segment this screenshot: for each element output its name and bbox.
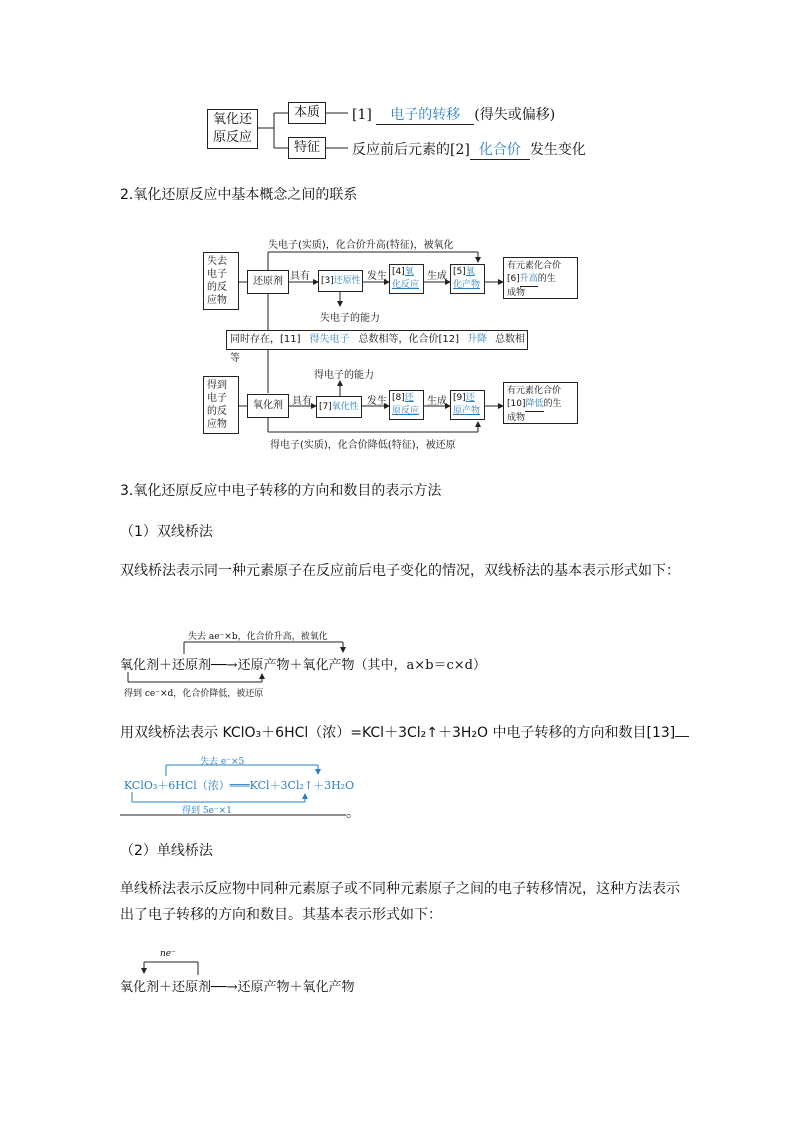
ability-label-2: 得电子的能力 bbox=[314, 370, 374, 381]
generate-label-2: 生成 bbox=[427, 396, 447, 407]
answer-10: 降低 bbox=[525, 398, 543, 412]
occur-label-1: 发生 bbox=[367, 271, 387, 282]
kclo3-end-mark: 。 bbox=[346, 805, 360, 821]
essence-label: 本质 bbox=[293, 105, 320, 120]
answer-12: 升降 bbox=[459, 331, 495, 350]
answer-9: 还原产物 bbox=[453, 393, 481, 416]
gain-electron-label: 得到电子的反应物 bbox=[207, 380, 227, 430]
blank-number-5: [5] bbox=[453, 267, 466, 277]
blank-number-3: [3] bbox=[321, 276, 334, 286]
kclo3-bottom-label: 得到 5e⁻×1 bbox=[182, 806, 232, 816]
top-arrow-label: 失电子(实质)，化合价升高(特征)，被氧化 bbox=[268, 240, 454, 251]
answer-6: 升高 bbox=[520, 273, 538, 287]
kclo3-top-label: 失去 e⁻×5 bbox=[200, 757, 245, 767]
right-bottom-text-3: 成物 bbox=[507, 413, 526, 423]
subheading-double-bridge: （1）双线桥法 bbox=[120, 524, 213, 540]
reductant-label: 还原剂 bbox=[253, 276, 283, 287]
occur-label-2: 发生 bbox=[367, 396, 387, 407]
single-bridge-top-label: ne⁻ bbox=[160, 949, 176, 959]
generate-label-1: 生成 bbox=[427, 271, 447, 282]
section-heading-2: 2.氧化还原反应中基本概念之间的联系 bbox=[120, 187, 358, 203]
double-bridge-bottom-label: 得到 ce⁻×d，化合价降低，被还原 bbox=[124, 689, 264, 699]
middle-suffix: 总数相等 bbox=[230, 334, 526, 364]
answer-3: 还原性 bbox=[334, 271, 361, 292]
essence-note: (得失或偏移) bbox=[474, 107, 556, 123]
have-label-1: 具有 bbox=[290, 271, 310, 282]
right-top-text-3: 成物 bbox=[507, 288, 526, 298]
blank-number-8: [8] bbox=[392, 393, 405, 403]
single-bridge-equation: 氧化剂＋还原剂──→还原产物＋氧化产物 bbox=[120, 980, 355, 995]
root-label: 氧化还原反应 bbox=[212, 112, 252, 145]
blank-number-7: [7] bbox=[319, 402, 332, 412]
blank-number-6: [6] bbox=[507, 274, 520, 284]
middle-mid: 总数相等，化合价[12] bbox=[358, 334, 460, 345]
right-bottom-text-2: 的生 bbox=[543, 399, 562, 409]
right-top-text-2: 的生 bbox=[537, 274, 556, 284]
double-bridge-equation: 氧化剂＋还原剂──→还原产物＋氧化产物（其中，a×b＝c×d） bbox=[120, 658, 487, 673]
paragraph-double-bridge: 双线桥法表示同一种元素原子在反应前后电子变化的情况，双线桥法的基本表示形式如下： bbox=[120, 563, 680, 579]
middle-prefix: 同时存在，[11] bbox=[230, 334, 301, 345]
kclo3-question-text: 用双线桥法表示 KClO₃＋6HCl（浓）=KCl＋3Cl₂↑＋3H₂O 中电子转移的方向和数目[13] bbox=[120, 725, 676, 741]
lose-electron-label: 失去电子的反应物 bbox=[207, 256, 227, 306]
have-label-2: 具有 bbox=[292, 396, 312, 407]
blank-number-10: [10] bbox=[507, 399, 526, 409]
blank-number-4: [4] bbox=[392, 267, 405, 277]
answer-8: 还原反应 bbox=[392, 393, 420, 416]
right-top-text-1: 有元素化合价 bbox=[507, 261, 562, 271]
right-bottom-text-1: 有元素化合价 bbox=[507, 386, 562, 396]
section-heading-3: 3.氧化还原反应中电子转移的方向和数目的表示方法 bbox=[120, 483, 442, 499]
answer-7: 氧化性 bbox=[332, 397, 359, 418]
oxidant-label: 氧化剂 bbox=[253, 400, 283, 411]
answer-4: 氧化反应 bbox=[392, 267, 420, 290]
double-bridge-top-label: 失去 ae⁻×b，化合价升高，被氧化 bbox=[188, 632, 328, 642]
kclo3-equation: KClO₃＋6HCl（浓）═══KCl＋3Cl₂↑＋3H₂O bbox=[124, 779, 355, 792]
bottom-arrow-label: 得电子(实质)，化合价降低(特征)，被还原 bbox=[270, 440, 456, 451]
ability-label-1: 失电子的能力 bbox=[320, 313, 380, 324]
blank-number-9: [9] bbox=[453, 393, 466, 403]
feature-label: 特征 bbox=[293, 140, 320, 155]
subheading-single-bridge: （2）单线桥法 bbox=[120, 843, 213, 859]
feature-prefix: 反应前后元素的[2] bbox=[352, 142, 470, 158]
answer-11: 得失电子 bbox=[301, 331, 359, 350]
paragraph-single-bridge: 单线桥法表示反应物中同种元素原子或不同种元素原子之间的电子转移情况，这种方法表示出了电子转移的方向和数目。其基本表示形式如下： bbox=[120, 881, 680, 923]
answer-1: 电子的转移 bbox=[390, 107, 461, 123]
answer-5: 氧化产物 bbox=[453, 267, 481, 290]
blank-number-1: [1] bbox=[352, 107, 372, 123]
answer-2: 化合价 bbox=[478, 142, 521, 158]
feature-suffix: 发生变化 bbox=[529, 142, 586, 158]
